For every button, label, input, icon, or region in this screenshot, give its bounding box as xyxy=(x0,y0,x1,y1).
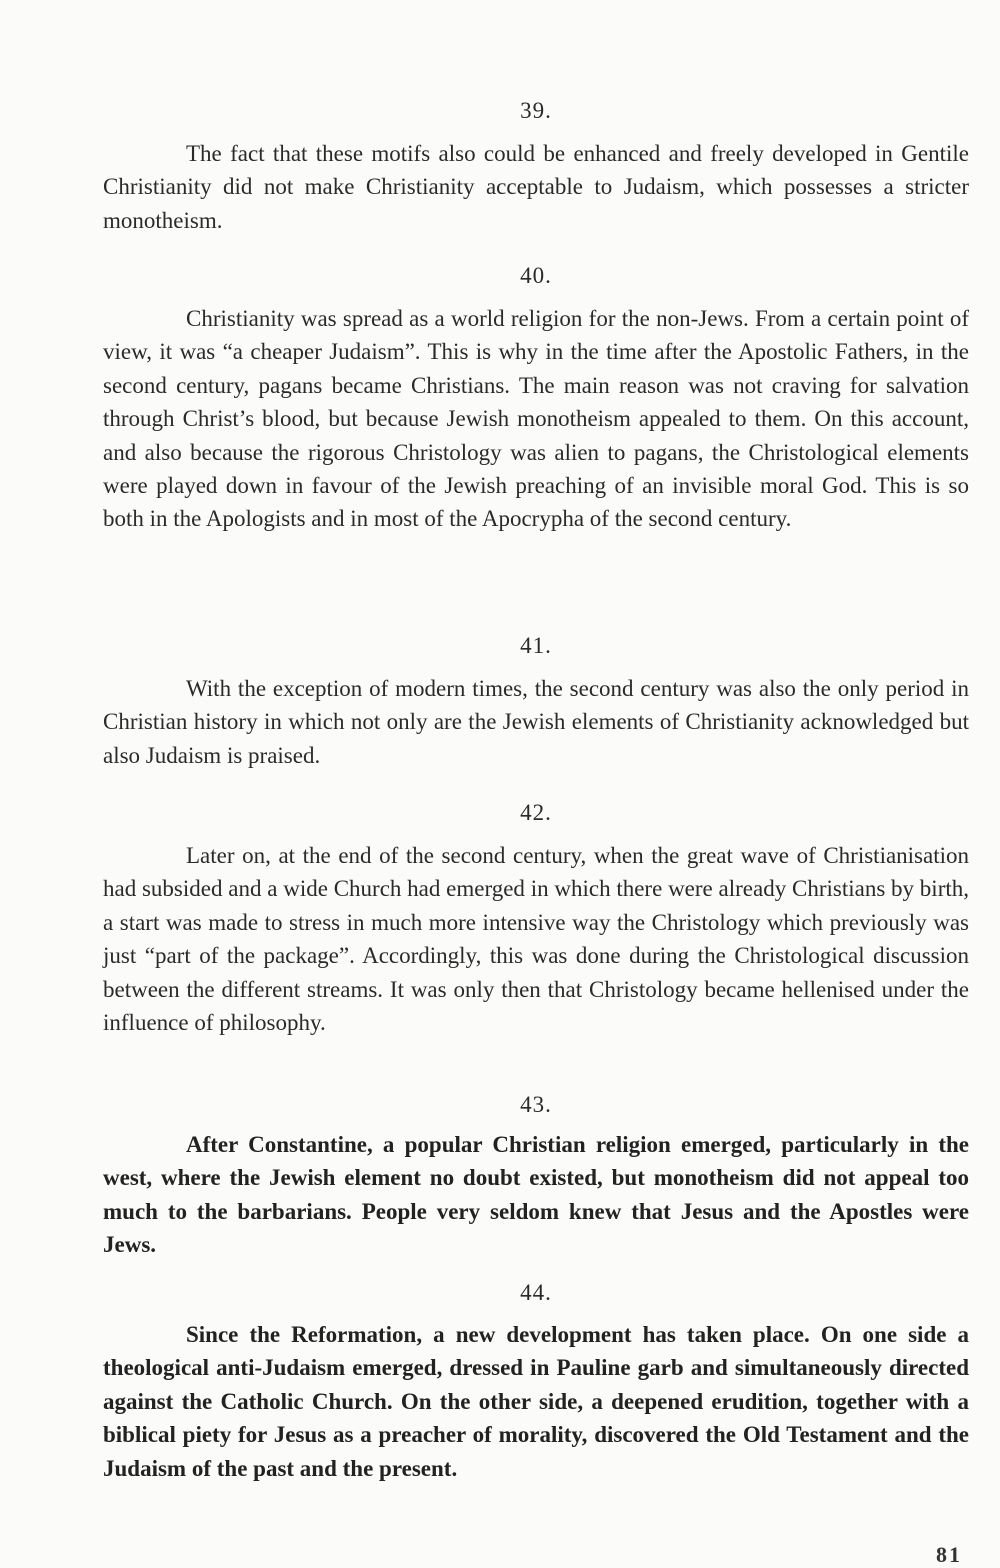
paragraph-43: After Constantine, a popular Christian religion emerged, particularly in the west, where the Jewish element no doubt existed, but monotheism did not appeal too much to the barbarians. People very seldom knew that Jesus and the Apostles were Jews. xyxy=(103,1132,969,1258)
document-page xyxy=(103,0,969,1562)
section-number-40: 40. xyxy=(520,263,552,288)
section-number-41: 41. xyxy=(520,633,552,658)
paragraph-42: Later on, at the end of the second century, when the great wave of Christianisation had subsided and a wide Church had emerged in which there were already Christians by birth, a start was made to stress in much more intensive way the Christology which previously was just “part of the package”. Accordingly, this was done during the Christological discussion between the different streams. It was only then that Christology became hellenised under the influence of philosophy. xyxy=(103,843,969,1036)
paragraph-39: The fact that these motifs also could be enhanced and freely developed in Gentile Christianity did not make Christianity acceptable to Judaism, which possesses a stricter monotheism. xyxy=(103,141,969,233)
section-number-44: 44. xyxy=(520,1280,552,1305)
section-number-39: 39. xyxy=(520,98,552,123)
section-number-43: 43. xyxy=(520,1092,552,1117)
section-number-42: 42. xyxy=(520,800,552,825)
paragraph-40: Christianity was spread as a world religion for the non-Jews. From a certain point of view, it was “a cheaper Judaism”. This is why in the time after the Apostolic Fathers, in the second century, pagans became Christians. The main reason was not craving for salvation through Christ’s blood, but because Jewish monotheism appealed to them. On this account, and also because the rigorous Christology was alien to pagans, the Christological elements were played down in favour of the Jewish preaching of an invisible moral God. This is so both in the Apologists and in most of the Apocrypha of the second century. xyxy=(103,306,969,532)
paragraph-41: With the exception of modern times, the second century was also the only period in Christian history in which not only are the Jewish elements of Christianity acknowledged but also Judaism is praised. xyxy=(103,676,969,768)
paragraph-44: Since the Reformation, a new development has taken place. On one side a theological anti-Judaism emerged, dressed in Pauline garb and simultaneously directed against the Catholic Church. On the other side, a deepened erudition, together with a biblical piety for Jesus as a preacher of morality, discovered the Old Testament and the Judaism of the past and the present. xyxy=(103,1322,969,1481)
page-number: 81 xyxy=(936,1542,962,1567)
